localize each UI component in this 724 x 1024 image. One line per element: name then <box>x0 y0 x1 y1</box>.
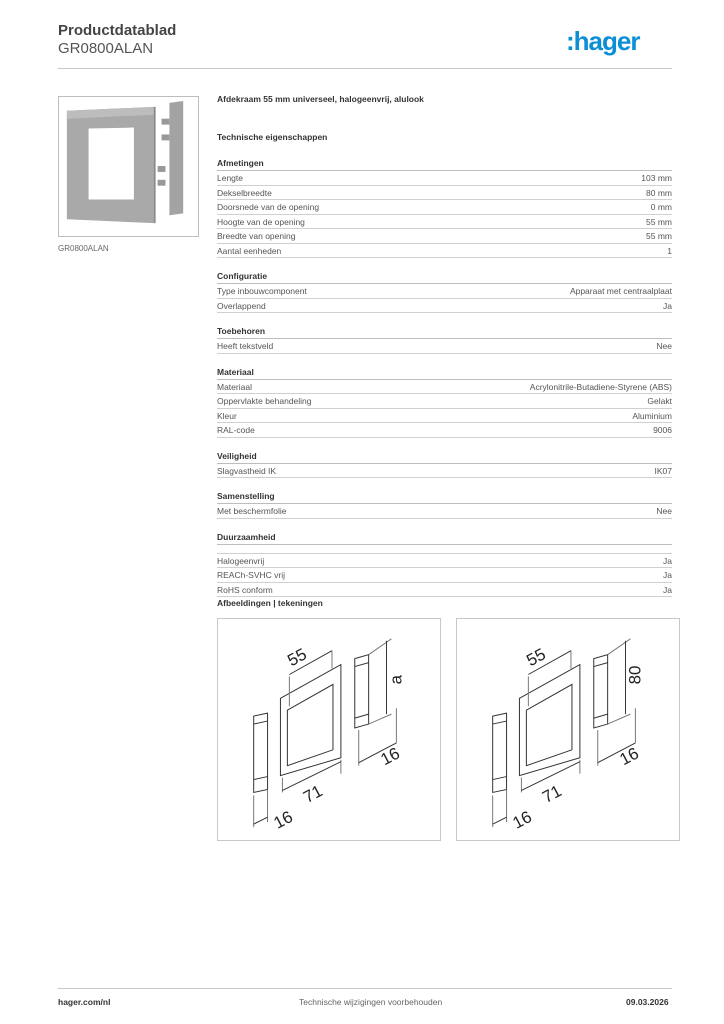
spec-section <box>217 449 672 479</box>
page-title: Productdatablad <box>58 22 177 39</box>
section-title: Configuratie <box>217 269 672 284</box>
spec-section <box>217 489 672 519</box>
footer-divider <box>58 988 672 989</box>
dim-depth: 16 <box>616 743 642 770</box>
spec-label: Materiaal <box>217 381 252 392</box>
spec-value: IK07 <box>654 465 672 476</box>
spec-row <box>217 504 672 519</box>
spec-value: 9006 <box>653 425 672 435</box>
spec-value: Ja <box>663 584 672 595</box>
dim-top: 55 <box>284 644 310 671</box>
spec-row <box>217 299 672 314</box>
spec-row <box>217 394 672 409</box>
spec-value: 80 mm <box>646 187 672 198</box>
spec-row <box>217 554 672 569</box>
dim-top: 55 <box>523 644 549 671</box>
spec-label: Hoogte van de opening <box>217 216 305 227</box>
footer-note: Technische wijzigingen voorbehouden <box>299 997 443 1007</box>
spec-value: Ja <box>663 300 672 311</box>
spec-value: 55 mm <box>646 216 672 227</box>
spec-value: Aluminium <box>632 410 672 421</box>
spec-section <box>217 269 672 313</box>
spec-value: Nee <box>656 341 672 351</box>
section-title: Materiaal <box>217 365 672 380</box>
drawing-1 <box>217 618 441 841</box>
spec-label: Heeft tekstveld <box>217 341 274 351</box>
spec-row <box>217 215 672 230</box>
spec-label: Halogeenvrij <box>217 555 265 566</box>
section-title: Samenstelling <box>217 489 672 504</box>
spec-label: Aantal eenheden <box>217 245 282 256</box>
product-description: Afdekraam 55 mm universeel, halogeenvrij, alulook <box>217 94 424 104</box>
spec-value: Gelakt <box>647 396 672 406</box>
spec-label: Slagvastheid IK <box>217 465 277 476</box>
dim-side: 16 <box>509 807 535 833</box>
spec-label: Dekselbreedte <box>217 187 272 198</box>
spec-row <box>217 568 672 583</box>
spec-row <box>217 284 672 299</box>
section-title: Duurzaamheid <box>217 530 672 545</box>
spec-label: Oppervlakte behandeling <box>217 396 312 406</box>
spec-value: 55 mm <box>646 231 672 241</box>
spec-row <box>217 244 672 259</box>
hager-logo: :hager <box>566 26 640 56</box>
dim-side: 16 <box>270 807 296 833</box>
spec-label: Kleur <box>217 410 237 421</box>
spec-value: Ja <box>663 555 672 566</box>
section-spacer <box>217 545 672 554</box>
spec-section <box>217 324 672 354</box>
spec-value: Apparaat met centraalplaat <box>569 286 672 296</box>
spec-row <box>217 423 672 438</box>
drawings-heading: Afbeeldingen | tekeningen <box>217 598 323 608</box>
dimension-drawing <box>457 619 679 840</box>
spec-label: Met beschermfolie <box>217 506 287 516</box>
footer-website[interactable]: hager.com/nl <box>58 997 111 1007</box>
section-title: Afmetingen <box>217 156 672 171</box>
spec-label: Overlappend <box>217 300 266 311</box>
section-title: Veiligheid <box>217 449 672 464</box>
spec-label: REACh-SVHC vrij <box>217 570 286 580</box>
spec-label: Lengte <box>217 173 243 183</box>
dimension-drawing <box>218 619 440 840</box>
spec-row <box>217 380 672 395</box>
spec-label: RAL-code <box>217 425 255 435</box>
spec-label: Doorsnede van de opening <box>217 202 320 212</box>
section-title: Toebehoren <box>217 324 672 339</box>
spec-row <box>217 186 672 201</box>
spec-value: 0 mm <box>650 202 672 212</box>
dim-depth: 16 <box>377 743 403 770</box>
header-divider <box>58 68 672 69</box>
spec-label: Breedte van opening <box>217 231 296 241</box>
spec-label: RoHS conform <box>217 584 273 595</box>
spec-value: 1 <box>667 245 672 256</box>
spec-row <box>217 464 672 479</box>
product-image-caption: GR0800ALAN <box>58 244 109 253</box>
spec-row <box>217 409 672 424</box>
spec-value: Nee <box>656 506 672 516</box>
spec-row <box>217 200 672 215</box>
spec-value: 103 mm <box>641 173 672 183</box>
specs <box>217 92 672 597</box>
spec-row <box>217 583 672 598</box>
product-code: GR0800ALAN <box>58 40 154 57</box>
spec-row <box>217 229 672 244</box>
spec-value: Ja <box>663 570 672 580</box>
spec-section <box>217 156 672 258</box>
dim-width: 71 <box>539 781 565 807</box>
drawing-2 <box>456 618 680 841</box>
footer-date: 09.03.2026 <box>626 997 669 1007</box>
product-image <box>58 96 199 237</box>
dim-width: 71 <box>300 781 326 807</box>
spec-section <box>217 365 672 438</box>
dim-height: 80 <box>625 665 645 685</box>
spec-row <box>217 339 672 354</box>
spec-row <box>217 171 672 186</box>
spec-label: Type inbouwcomponent <box>217 286 307 296</box>
spec-value: Acrylonitrile-Butadiene-Styrene (ABS) <box>529 381 672 392</box>
tech-heading: Technische eigenschappen <box>217 132 328 142</box>
spec-section <box>217 530 672 598</box>
dim-height: a <box>386 675 406 685</box>
